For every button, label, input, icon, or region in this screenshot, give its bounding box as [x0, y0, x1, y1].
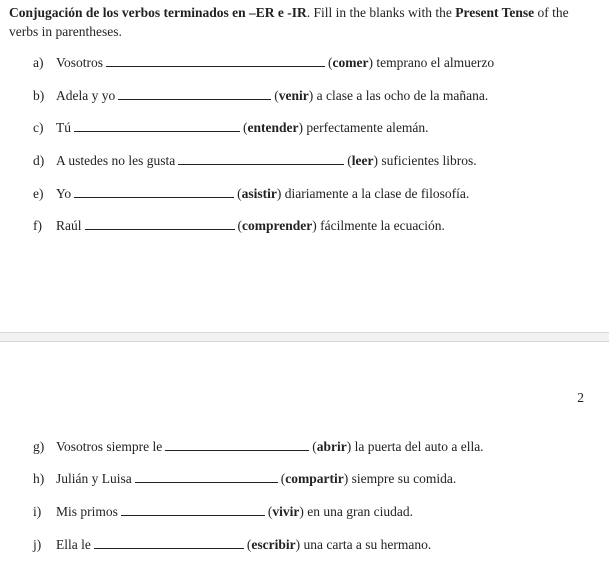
item-prompt: Ella le [56, 537, 91, 552]
item-rest: en una gran ciudad. [307, 504, 413, 519]
instructions-title: Conjugación de los verbos terminados en –ER e -IR [9, 5, 307, 20]
answer-blank[interactable] [118, 87, 271, 100]
item-letter: a) [33, 55, 44, 70]
page-2 [0, 342, 609, 570]
item-letter: d) [33, 153, 45, 168]
page-break [0, 332, 609, 342]
item-prompt: Raúl [56, 218, 82, 233]
answer-blank[interactable] [74, 185, 234, 198]
item-letter: i) [33, 504, 42, 519]
item-prompt: Yo [56, 186, 72, 201]
instructions-tense: Present Tense [455, 5, 535, 20]
item-rest: siempre su comida. [351, 471, 457, 486]
item-letter: g) [33, 439, 45, 454]
item-prompt: Adela y yo [56, 88, 116, 103]
instructions [9, 3, 599, 41]
exercise-item-a: a) Vosotros (comer) temprano el almuerzo [33, 55, 495, 70]
answer-blank[interactable] [121, 503, 265, 516]
answer-blank[interactable] [165, 438, 309, 451]
exercise-item-e: e) Yo (asistir) diariamente a la clase de filosofía. [33, 186, 470, 201]
answer-blank[interactable] [74, 119, 240, 132]
item-rest: la puerta del auto a ella. [354, 439, 484, 454]
exercise-item-b: b) Adela y yo (venir) a clase a las ocho de la mañana. [33, 88, 489, 103]
item-verb: entender [247, 120, 299, 135]
item-verb: leer [351, 153, 374, 168]
item-rest: a clase a las ocho de la mañana. [316, 88, 489, 103]
item-verb: abrir [316, 439, 347, 454]
item-letter: b) [33, 88, 45, 103]
item-rest: diariamente a la clase de filosofía. [284, 186, 470, 201]
item-rest: fácilmente la ecuación. [320, 218, 445, 233]
item-rest: perfectamente alemán. [306, 120, 429, 135]
item-letter: h) [33, 471, 45, 486]
instructions-text-1: . Fill in the blanks with the [306, 5, 456, 20]
exercise-item-h: h) Julián y Luisa (compartir) siempre su comida. [33, 471, 457, 486]
item-verb: asistir [241, 186, 277, 201]
page-number: 2 [577, 390, 584, 405]
answer-blank[interactable] [106, 54, 325, 67]
answer-blank[interactable] [178, 152, 344, 165]
exercise-item-f: f) Raúl (comprender) fácilmente la ecuación. [33, 218, 445, 233]
answer-blank[interactable] [135, 470, 278, 483]
item-prompt: Mis primos [56, 504, 118, 519]
exercise-item-d: d) A ustedes no les gusta (leer) suficientes libros. [33, 153, 477, 168]
item-prompt: Vosotros [56, 55, 104, 70]
item-prompt: Tú [56, 120, 71, 135]
item-prompt: Vosotros siempre le [56, 439, 163, 454]
instructions-text-2: of the verbs in parentheses. [9, 5, 569, 39]
item-verb: compartir [285, 471, 344, 486]
item-prompt: A ustedes no les gusta [56, 153, 176, 168]
item-letter: f) [33, 218, 42, 233]
exercise-item-g: g) Vosotros siempre le (abrir) la puerta del auto a ella. [33, 439, 484, 454]
exercise-item-i: i) Mis primos (vivir) en una gran ciudad. [33, 504, 413, 519]
exercise-item-j: j) Ella le (escribir) una carta a su hermano. [33, 537, 432, 552]
item-prompt: Julián y Luisa [56, 471, 132, 486]
item-verb: escribir [251, 537, 296, 552]
item-rest: una carta a su hermano. [303, 537, 432, 552]
exercise-item-c: c) Tú (entender) perfectamente alemán. [33, 120, 429, 135]
item-letter: e) [33, 186, 44, 201]
item-letter: c) [33, 120, 44, 135]
item-letter: j) [33, 537, 42, 552]
item-verb: vivir [272, 504, 300, 519]
answer-blank[interactable] [94, 536, 244, 549]
item-rest: temprano el almuerzo [376, 55, 495, 70]
item-verb: venir [278, 88, 309, 103]
item-verb: comprender [242, 218, 313, 233]
item-verb: comer [332, 55, 369, 70]
answer-blank[interactable] [85, 217, 235, 230]
item-rest: suficientes libros. [381, 153, 477, 168]
